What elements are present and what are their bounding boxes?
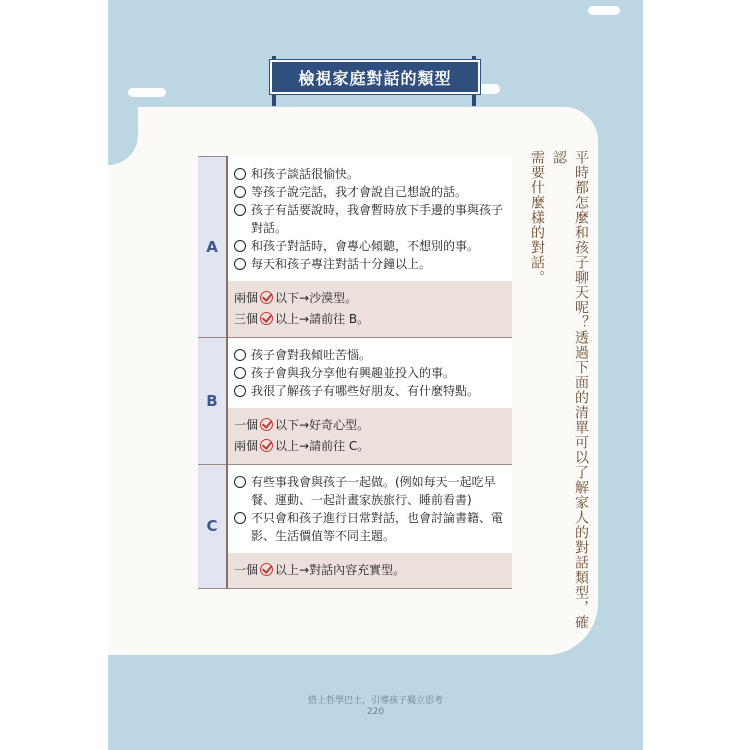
result-count: 三個 [234,311,259,326]
result-outcome: 以上→對話內容充實型。 [275,562,406,577]
circle-checkbox-icon[interactable] [234,476,246,488]
checklist-item-text: 我很了解孩子有哪些好朋友、有什麼特點。 [251,383,480,398]
book-page [108,0,643,750]
circle-checkbox-icon[interactable] [234,385,246,397]
check-mark-icon [260,563,273,576]
cloud-decoration [128,88,166,97]
cloud-decoration [588,6,620,15]
result-band [227,553,512,589]
checklist-items [227,337,512,408]
result-outcome: 以下→沙漠型。 [275,290,358,305]
result-outcome: 以上→請前往 B。 [275,311,370,326]
checklist-item [234,201,506,237]
circle-checkbox-icon[interactable] [234,168,246,180]
result-outcome: 以下→好奇心型。 [275,417,370,432]
checklist-item [234,382,506,400]
intro-text-line-2: 需要什麼樣的對話。 [529,150,545,285]
checklist-items [227,157,512,281]
circle-checkbox-icon[interactable] [234,258,246,270]
circle-checkbox-icon[interactable] [234,186,246,198]
circle-checkbox-icon[interactable] [234,204,246,216]
checklist-table [198,156,512,589]
check-mark-icon [260,291,273,304]
checklist-item-text: 和孩子談話很愉快。 [251,166,360,181]
checklist-item-text: 和孩子對話時，會專心傾聽，不想別的事。 [251,238,480,253]
checklist-item [234,255,506,273]
result-band [227,281,512,338]
result-count: 一個 [234,562,259,577]
checklist-item [234,364,506,382]
result-band [227,408,512,465]
book-title-footer: 搭上哲學巴士，引導孩子獨立思考 [307,696,443,706]
checklist-item [234,183,506,201]
check-mark-icon [260,312,273,325]
checklist-item [234,165,506,183]
checklist-item-text: 每天和孩子專注對話十分鐘以上。 [251,256,432,271]
section-label: A [198,157,227,338]
result-line [234,309,506,330]
result-count: 兩個 [234,438,259,453]
result-line [234,560,506,581]
result-line [234,415,506,436]
result-line [234,288,506,309]
checklist-item-text: 有些事我會與孩子一起做。(例如每天一起吃早餐、運動、一起計畫家族旅行、睡前看書) [251,474,496,507]
circle-checkbox-icon[interactable] [234,367,246,379]
banner-title: 檢視家庭對話的類型 [270,60,480,94]
checklist-item [234,237,506,255]
checklist-item-text: 孩子會與我分享他有興趣並投入的事。 [251,365,456,380]
circle-checkbox-icon[interactable] [234,512,246,524]
checklist-item-text: 不只會和孩子進行日常對話，也會討論書籍、電影、生活價值等不同主題。 [251,510,504,543]
checklist-item [234,509,506,545]
checklist-item [234,473,506,509]
result-line [234,436,506,457]
cloud-decoration [478,84,500,94]
checklist-item-text: 等孩子說完話，我才會說自己想說的話。 [251,184,468,199]
section-label: C [198,464,227,588]
intro-text-line-1: 平時都怎麼和孩子聊天呢？透過下面的清單可以了解家人的對話類型，確認 [551,150,589,630]
circle-checkbox-icon[interactable] [234,349,246,361]
result-outcome: 以上→請前往 C。 [275,438,370,453]
checklist-items [227,464,512,553]
check-mark-icon [260,439,273,452]
checklist-item-text: 孩子有話要說時，我會暫時放下手邊的事與孩子對話。 [251,202,504,235]
checklist-item-text: 孩子會對我傾吐苦惱。 [251,347,372,362]
check-mark-icon [260,418,273,431]
result-count: 一個 [234,417,259,432]
checklist-item [234,346,506,364]
page-number: 220 [366,707,385,717]
circle-checkbox-icon[interactable] [234,240,246,252]
section-label: B [198,337,227,464]
result-count: 兩個 [234,290,259,305]
